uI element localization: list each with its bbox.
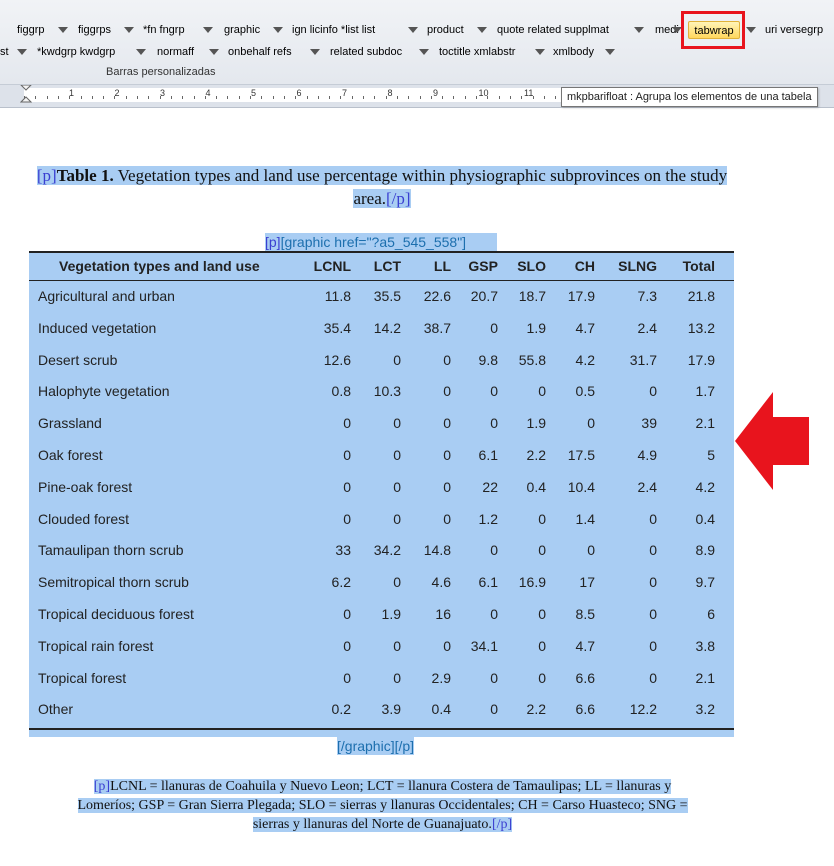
table-cell: 10.4 [567, 478, 595, 495]
table-cell: 14.2 [373, 319, 401, 336]
ruler-tick [544, 96, 545, 99]
ruler-tick [476, 96, 477, 99]
table-cell: 35.4 [323, 319, 351, 336]
graphic-open-tag[interactable] [265, 233, 497, 251]
table-cell: 6.6 [575, 701, 595, 718]
table-cell: 0 [343, 637, 351, 654]
footnote-line-2: Lomeríos; GSP = Gran Sierra Plegada; SLO = sierras y llanuras Occidentales; CH = Carso Huasteco; SNG = [77, 798, 688, 813]
table-cell: 1.4 [575, 510, 595, 527]
table-cell: 0 [393, 510, 401, 527]
table-cell: 0 [443, 383, 451, 400]
table-cell: 0 [343, 447, 351, 463]
table-cell: 13.2 [687, 319, 715, 336]
table-cell: 2.4 [637, 319, 657, 336]
table-cell: 17.9 [687, 351, 715, 368]
table-cell: 7.3 [637, 288, 657, 304]
ruler-tick [363, 96, 364, 99]
table-cell: 0 [393, 351, 401, 368]
caption-label: Table 1. [56, 166, 114, 185]
ruler-tick [555, 96, 556, 99]
ribbon-button[interactable]: related subdoc [330, 46, 403, 58]
graphic-href-text: [graphic href="?a5_545_558"] [280, 234, 467, 250]
table-header-rule [29, 280, 734, 281]
tooltip: mkpbarifloat : Agrupa los elementos de una tabela [561, 87, 818, 107]
table-cell: 2.2 [526, 447, 546, 463]
ruler-tick [397, 96, 398, 99]
table-cell: 35.5 [373, 288, 401, 304]
table-cell: 0 [649, 574, 657, 591]
ribbon-button[interactable]: *fn fngrp [143, 24, 185, 36]
ruler-number: 1 [69, 88, 75, 98]
red-arrow-left-icon [735, 390, 811, 492]
table-cell: 0 [649, 606, 657, 622]
table-row-label: Tropical forest [38, 669, 127, 686]
ruler-number: 4 [205, 88, 211, 98]
table-cell: 0 [393, 637, 401, 654]
table-cell: 0 [649, 637, 657, 654]
table-cell: 0 [393, 447, 401, 463]
ruler-number: 7 [342, 88, 348, 98]
ruler-tick [239, 96, 240, 99]
ruler-tick [499, 96, 500, 99]
ruler-tick [137, 96, 138, 99]
dropdown-arrow-icon[interactable] [746, 27, 756, 33]
table-top-rule [29, 251, 734, 253]
table-cell: 21.8 [687, 288, 715, 304]
table-cell: 0 [490, 701, 498, 718]
ruler-tick [227, 96, 228, 99]
table-row-label: Clouded forest [38, 510, 130, 527]
table-cell: 0 [490, 542, 498, 559]
table-cell: 6.1 [478, 447, 498, 463]
table-header-cell: LL [433, 258, 451, 274]
ruler-tick [58, 96, 59, 99]
ruler-tick [386, 96, 387, 99]
table-cell: 0 [649, 510, 657, 527]
table-cell: 0 [443, 447, 451, 463]
table-header-cell: Vegetation types and land use [59, 258, 260, 274]
table-cell: 0 [393, 478, 401, 495]
table-cell: 1.7 [695, 383, 715, 400]
ruler-tick [47, 96, 48, 99]
table-cell: 34.1 [470, 637, 498, 654]
ribbon-button[interactable]: medi [655, 24, 679, 36]
ruler-number: 5 [251, 88, 257, 98]
ruler-number: 3 [160, 88, 166, 98]
table-cell: 14.8 [423, 542, 451, 559]
ruler-tick [194, 96, 195, 99]
table-cell: 0 [343, 415, 351, 432]
table-cell: 16 [435, 606, 451, 622]
table-cell: 22.6 [423, 288, 451, 304]
graphic-close-tag[interactable]: [/graphic][/p] [337, 738, 415, 754]
table-cell: 31.7 [629, 351, 657, 368]
table-cell: 0 [490, 606, 498, 622]
ruler-tick [374, 96, 375, 99]
table-cell: 0 [343, 606, 351, 622]
table-cell: 6 [707, 606, 715, 622]
table-footnote[interactable] [31, 777, 734, 834]
table-cell: 3.8 [695, 637, 715, 654]
table-cell: 0 [343, 669, 351, 686]
dropdown-arrow-icon[interactable] [136, 49, 146, 55]
table-cell: 17.5 [567, 447, 595, 463]
table-cell: 0 [649, 669, 657, 686]
table-cell: 0 [393, 415, 401, 432]
dropdown-arrow-icon[interactable] [605, 49, 615, 55]
table-cell: 10.3 [373, 383, 401, 400]
ruler-tick [352, 96, 353, 99]
table-cell: 1.9 [381, 606, 401, 622]
p-close-tag: [/p] [386, 189, 411, 208]
ribbon-button[interactable]: toctitle xmlabstr [439, 46, 516, 58]
table-cell: 4.2 [695, 478, 715, 495]
table-header-cell: LCT [373, 258, 401, 274]
table-header-cell: CH [574, 258, 595, 274]
table-row-label: Semitropical thorn scrub [38, 574, 189, 591]
dropdown-arrow-icon[interactable] [310, 49, 320, 55]
ruler-tick [216, 96, 217, 99]
ruler-number: 6 [296, 88, 302, 98]
table-cell: 4.2 [575, 351, 595, 368]
dropdown-arrow-icon[interactable] [203, 27, 213, 33]
table-row-label: Tropical rain forest [38, 637, 154, 654]
table-cell: 0.2 [331, 701, 351, 718]
table-cell: 0 [490, 383, 498, 400]
table-bottom-rule [29, 728, 734, 730]
table-header-cell: GSP [468, 258, 498, 274]
ruler-number: 11 [524, 88, 534, 98]
dropdown-arrow-icon[interactable] [17, 49, 27, 55]
table-cell: 2.1 [695, 669, 715, 686]
ribbon-button[interactable]: figgrp [17, 24, 45, 36]
table-graphic[interactable] [29, 251, 734, 737]
ruler-tick [148, 96, 149, 99]
footnote-line-1: LCNL = llanuras de Coahuila y Nuevo Leon; LCT = llanura Costera de Tamaulipas; LL = llanuras y [110, 779, 672, 794]
table-caption[interactable] [29, 164, 735, 210]
table-cell: 0 [343, 510, 351, 527]
table-cell: 4.9 [637, 447, 657, 463]
dropdown-arrow-icon[interactable] [273, 27, 283, 33]
table-cell: 0 [443, 637, 451, 654]
ribbon-button[interactable]: quote related supplmat [497, 24, 609, 36]
table-cell: 1.2 [478, 510, 498, 527]
caption-text: Vegetation types and land use percentage within physiographic subprovinces on the study area. [113, 166, 728, 208]
table-cell: 0.4 [526, 478, 546, 495]
table-row-label: Agricultural and urban [38, 288, 175, 304]
p-open-tag: [p] [265, 234, 281, 250]
ribbon-button[interactable]: st [0, 46, 9, 58]
table-cell: 0 [393, 574, 401, 591]
table-cell: 0 [649, 542, 657, 559]
table-cell: 4.6 [431, 574, 451, 591]
table-cell: 6.1 [478, 574, 498, 591]
table-cell: 17.9 [567, 288, 595, 304]
table-header-cell: SLO [517, 258, 546, 274]
ruler-tick [465, 96, 466, 99]
table-cell: 2.9 [431, 669, 451, 686]
ribbon-button[interactable]: ign licinfo *list list [292, 24, 376, 36]
table-cell: 1.9 [526, 415, 546, 432]
table-header-cell: LCNL [313, 258, 351, 274]
indent-marker-icon[interactable] [20, 85, 32, 107]
table-cell: 0 [393, 669, 401, 686]
dropdown-arrow-icon[interactable] [408, 27, 418, 33]
ribbon-button[interactable]: figgrps [78, 24, 112, 36]
table-cell: 0 [538, 606, 546, 622]
table-cell: 38.7 [423, 319, 451, 336]
dropdown-arrow-icon[interactable] [535, 49, 545, 55]
tabwrap-button[interactable]: tabwrap [688, 21, 740, 39]
ruler-tick [103, 96, 104, 99]
table-row-label: Tamaulipan thorn scrub [38, 542, 184, 559]
table-cell: 8.9 [695, 542, 715, 559]
table-cell: 0 [490, 669, 498, 686]
p-open-tag: [p] [36, 166, 57, 185]
dropdown-arrow-icon[interactable] [209, 49, 219, 55]
table-row-label: Oak forest [38, 447, 103, 463]
table-cell: 6.6 [575, 669, 595, 686]
dropdown-arrow-icon[interactable] [419, 49, 429, 55]
table-cell: 0.4 [431, 701, 451, 718]
table-cell: 0 [538, 383, 546, 400]
table-cell: 17 [579, 574, 595, 591]
table-cell: 39 [641, 415, 657, 432]
table-cell: 55.8 [518, 351, 546, 368]
ruler-tick [453, 96, 454, 99]
table-cell: 12.2 [629, 701, 657, 718]
dropdown-arrow-icon[interactable] [58, 27, 68, 33]
ribbon-button[interactable]: uri versegrp [765, 24, 824, 36]
ribbon-button[interactable]: *kwdgrp kwdgrp [37, 46, 116, 58]
ruler-tick [126, 96, 127, 99]
table-cell: 20.7 [470, 288, 498, 304]
table-cell: 2.1 [695, 415, 715, 432]
table-cell: 9.8 [478, 351, 498, 368]
table-cell: 0 [538, 669, 546, 686]
table-cell: 2.4 [637, 478, 657, 495]
ribbon-button[interactable]: normaff [157, 46, 195, 58]
ribbon-button[interactable]: graphic [224, 24, 261, 36]
table-cell: 0.8 [331, 383, 351, 400]
dropdown-arrow-icon[interactable] [477, 27, 487, 33]
table-cell: 0.5 [575, 383, 595, 400]
table-cell: 3.9 [381, 701, 401, 718]
table-cell: 0 [443, 510, 451, 527]
ruler-tick [431, 96, 432, 99]
ruler-tick [261, 96, 262, 99]
table-cell: 0 [587, 542, 595, 559]
dropdown-arrow-icon[interactable] [124, 27, 134, 33]
footnote-line-3: sierras y llanuras del Norte de Guanajuato. [252, 817, 492, 832]
ruler-tick [81, 96, 82, 99]
table-cell: 33 [335, 542, 351, 559]
table-row-label: Tropical deciduous forest [38, 606, 194, 622]
ribbon-button[interactable]: xmlbody [553, 46, 594, 58]
ruler-number: 2 [114, 88, 120, 98]
table-cell: 0 [443, 478, 451, 495]
ruler-tick [273, 96, 274, 99]
ruler-tick [442, 96, 443, 99]
dropdown-arrow-icon[interactable] [634, 27, 644, 33]
ruler-tick [510, 96, 511, 99]
ruler-tick [92, 96, 93, 99]
table-cell: 0 [649, 383, 657, 400]
table-cell: 8.5 [575, 606, 595, 622]
table-row-label: Induced vegetation [38, 319, 157, 336]
table-header-cell: SLNG [618, 258, 657, 274]
table-cell: 0.4 [695, 510, 715, 527]
table-cell: 3.2 [695, 701, 715, 718]
table-cell: 34.2 [373, 542, 401, 559]
ruler-tick [318, 96, 319, 99]
ribbon-group-label: Barras personalizadas [106, 66, 216, 78]
table-cell: 0 [343, 478, 351, 495]
table-cell: 5 [707, 447, 715, 463]
ruler-tick [521, 96, 522, 99]
ruler-tick [307, 96, 308, 99]
table-cell: 2.2 [526, 701, 546, 718]
table-cell: 0 [443, 415, 451, 432]
table-cell: 0 [538, 542, 546, 559]
ruler-tick [35, 96, 36, 99]
table-cell: 4.7 [575, 637, 595, 654]
table-cell: 9.7 [695, 574, 715, 591]
ribbon-toolbar [0, 0, 834, 85]
table-cell: 18.7 [518, 288, 546, 304]
ruler-tick [284, 96, 285, 99]
table-cell: 0 [443, 351, 451, 368]
ruler-tick [329, 96, 330, 99]
ruler-number: 10 [478, 88, 489, 98]
ruler-tick [408, 96, 409, 99]
table-row-label: Grassland [38, 415, 102, 432]
table-header-cell: Total [682, 258, 715, 274]
ribbon-button[interactable]: product [427, 24, 464, 36]
table-cell: 4.7 [575, 319, 595, 336]
table-cell: 1.9 [526, 319, 546, 336]
highlight-box [681, 11, 745, 49]
table-cell: 11.8 [324, 288, 351, 304]
table-cell: 6.2 [331, 574, 351, 591]
table-cell: 12.6 [323, 351, 351, 368]
table-row-label: Pine-oak forest [38, 478, 133, 495]
ruler-number: 9 [433, 88, 439, 98]
p-open-tag: [p] [93, 779, 111, 794]
ruler-tick [420, 96, 421, 99]
table-row-label: Desert scrub [38, 351, 118, 368]
table-cell: 0 [538, 637, 546, 654]
p-close-tag: [/p] [491, 817, 513, 832]
table-row-label: Halophyte vegetation [38, 383, 170, 400]
ruler-tick [182, 96, 183, 99]
table-cell: 0 [538, 510, 546, 527]
ribbon-button[interactable]: onbehalf refs [228, 46, 292, 58]
ruler-number: 8 [387, 88, 393, 98]
table-cell: 0 [587, 415, 595, 432]
table-cell: 0 [490, 319, 498, 336]
table-row-label: Other [38, 701, 74, 718]
ruler-tick [171, 96, 172, 99]
table-cell: 0 [490, 415, 498, 432]
table-cell: 16.9 [518, 574, 546, 591]
table-cell: 22 [482, 478, 498, 495]
